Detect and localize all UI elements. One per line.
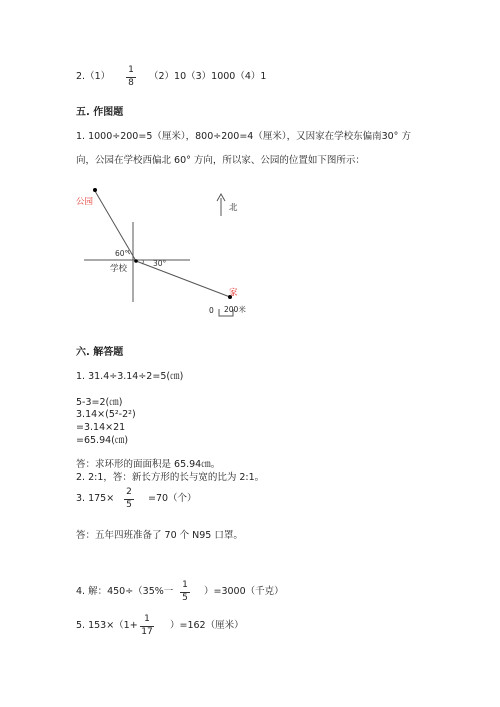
section6-line-4: =3.14×21 xyxy=(76,422,126,433)
angle-60-label: 60° xyxy=(115,249,129,258)
fraction-numerator: 1 xyxy=(182,580,188,590)
q2-rest: （2）10（3）1000（4）1 xyxy=(149,71,267,82)
school-label: 学校 xyxy=(110,264,128,274)
q3-fraction xyxy=(124,488,134,510)
section6-line-3: 3.14×(5²-2²) xyxy=(76,409,136,420)
q4-fraction xyxy=(180,581,190,603)
fraction-numerator: 1 xyxy=(128,65,134,75)
q3-prefix: 3. 175× xyxy=(76,493,115,504)
section5-line2: 向，公园在学校西偏北 60° 方向，所以家、公园的位置如下图所示： xyxy=(76,155,365,166)
park-point xyxy=(93,188,97,192)
q4-suffix: ）=3000（千克） xyxy=(204,586,284,597)
q2-prefix: 2.（1） xyxy=(76,71,111,82)
answer-1: 答：求环形的面面积是 65.94㎝。 xyxy=(76,459,221,470)
fraction-denominator: 17 xyxy=(141,627,153,637)
fraction-denominator: 8 xyxy=(128,78,134,88)
angle-30-label: 30° xyxy=(153,259,167,268)
fraction-denominator: 5 xyxy=(126,500,132,510)
scale-zero-label: 0 xyxy=(209,306,214,315)
section6-line-1: 1. 31.4÷3.14÷2=5(㎝) xyxy=(76,371,184,382)
q5-prefix: 5. 153×（1+ xyxy=(76,620,138,631)
q5-suffix: ）=162（厘米） xyxy=(170,620,244,631)
q3-suffix: =70（个） xyxy=(148,493,197,504)
north-label: 北 xyxy=(229,203,238,213)
fraction-denominator: 5 xyxy=(182,593,188,603)
school-point xyxy=(134,259,138,263)
section5-line1: 1. 1000÷200=5（厘米），800÷200=4（厘米），又因家在学校东偏南30° 方 xyxy=(76,131,411,142)
section-heading-drawing: 五. 作图题 xyxy=(76,107,124,118)
home-label: 家 xyxy=(229,288,238,298)
school-home-line xyxy=(136,261,230,297)
question-2: 2. 2:1，答：新长方形的长与宽的比为 2:1。 xyxy=(76,472,265,483)
section-heading-solutions: 六. 解答题 xyxy=(76,347,124,358)
section6-line-2: 5-3=2(㎝) xyxy=(76,397,123,408)
park-label: 公园 xyxy=(76,197,94,207)
q4-prefix: 4. 解：450÷（35%一 xyxy=(76,586,174,597)
fraction-numerator: 1 xyxy=(144,614,150,624)
section6-line-5: =65.94(㎝) xyxy=(76,435,129,446)
scale-unit-label: 200米 xyxy=(224,305,246,314)
answer-3: 答：五年四班准备了 70 个 N95 口罩。 xyxy=(76,530,243,541)
q5-fraction xyxy=(140,615,154,637)
fraction-numerator: 2 xyxy=(126,487,132,497)
